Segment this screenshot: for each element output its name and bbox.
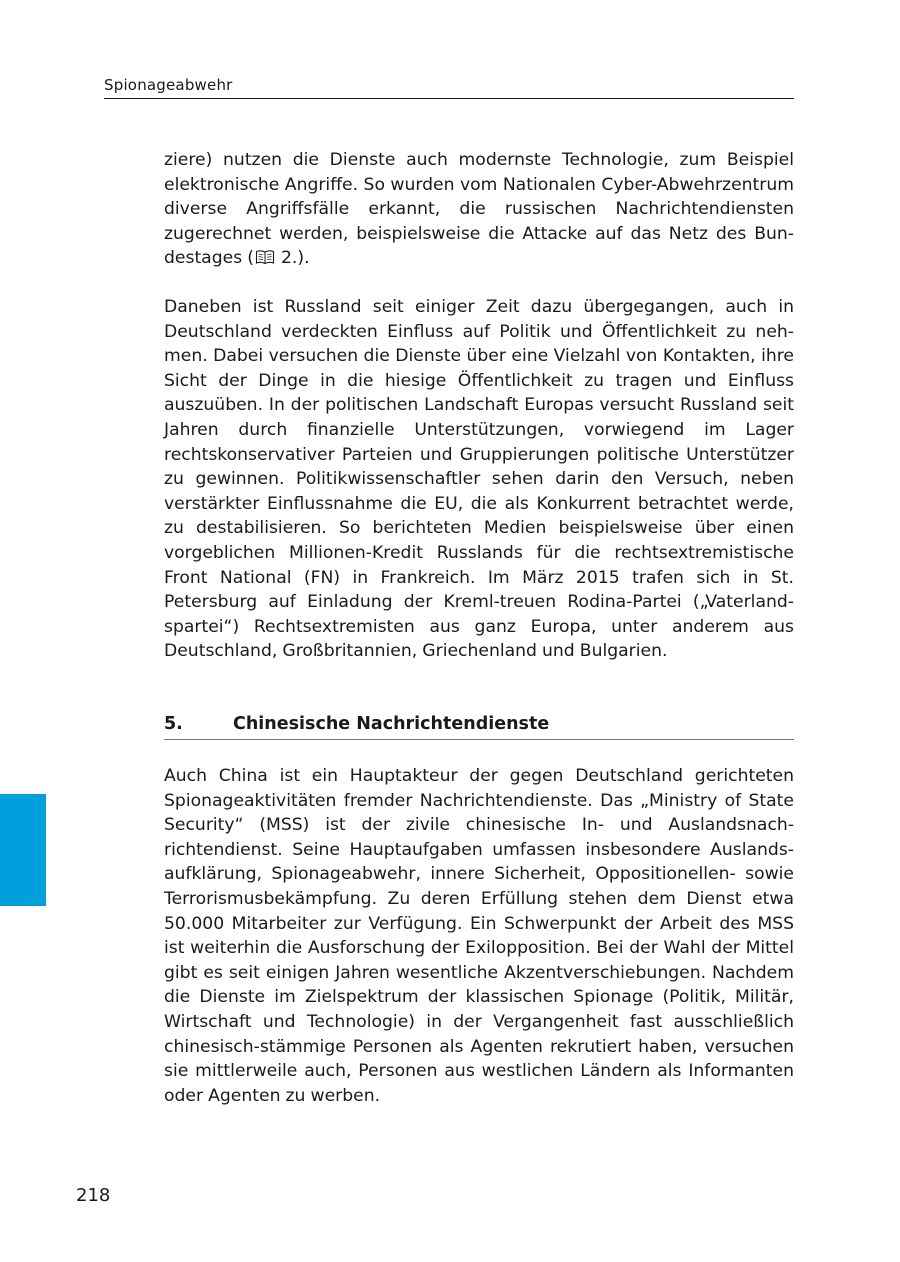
paragraph-1-text-a: ziere) nutzen die Dienste auch modernste Technologie, zum Beispiel elektronische Angriffe. So wurden vom Nationalen Cyber-Abwehrzentrum diverse Angriffsfälle erkannt, die russischen Nachrichtendiensten zugerechnet werden, beispielsweise die Attacke auf das Netz des Bundestages ( bbox=[164, 150, 794, 269]
section-rule bbox=[164, 739, 794, 740]
section-title: Chinesische Nachrichtendienste bbox=[233, 714, 550, 734]
paragraph-2: Daneben ist Russland seit einiger Zeit dazu übergegangen, auch in Deutschland verdeckten Einfluss auf Politik und Öffentlichkeit zu nehmen. Dabei versuchen die Dienste über eine Vielzahl von Kontakten, ihre Sicht der Dinge in die hiesige Öffentlichkeit zu tragen und Einfluss auszuüben. In der politischen Landschaft Europas versucht Russland seit Jahren durch finanzielle Unterstützungen, vorwiegend im Lager rechtskonservativer Parteien und Gruppierungen politische Unterstützer zu gewinnen. Politikwissenschaftler sehen darin den Versuch, neben verstärkter Einflussnahme die EU, die als Konkurrent betrachtet werde, zu destabilisieren. So berichteten Medien beispielsweise über einen vorgeblichen Millionen-Kredit Russlands für die rechtsextremistische Front National (FN) in Frankreich. Im März 2015 trafen sich in St. Petersburg auf Einladung der Kreml-treuen Rodina-Partei („Vaterlandspartei“) Rechtsextremisten aus ganz Europa, unter anderem aus Deutschland, Großbritannien, Griechenland und Bulgarien. bbox=[164, 297, 794, 662]
page-number: 218 bbox=[76, 1185, 111, 1206]
paragraph-1 bbox=[164, 148, 794, 273]
running-head: Spionageabwehr bbox=[104, 76, 233, 94]
paragraph-1-text-b: 2.). bbox=[275, 248, 310, 269]
section-number: 5. bbox=[164, 714, 183, 734]
book-icon bbox=[255, 248, 275, 273]
header-rule bbox=[104, 98, 794, 99]
chapter-thumb-tab bbox=[0, 794, 46, 906]
section-heading bbox=[164, 714, 794, 738]
paragraph-3: Auch China ist ein Hauptakteur der gegen Deutschland gerichteten Spionageaktivitäten fremder Nachrichtendienste. Das „Ministry of State Security“ (MSS) ist der zivile chinesische In- und Auslandsnachrichtendienst. Seine Hauptaufgaben umfassen insbesondere Auslandsaufklärung, Spionageabwehr, innere Sicherheit, Oppositionellen- sowie Terrorismusbekämpfung. Zu deren Erfüllung stehen dem Dienst etwa 50.000 Mitarbeiter zur Verfügung. Ein Schwerpunkt der Arbeit des MSS ist weiterhin die Ausforschung der Exilopposition. Bei der Wahl der Mittel gibt es seit einigen Jahren wesentliche Akzentverschiebungen. Nachdem die Dienste im Zielspektrum der klassischen Spionage (Politik, Militär, Wirtschaft und Technologie) in der Vergangenheit fast ausschließlich chinesisch-stämmige Personen als Agenten rekrutiert haben, versuchen sie mittlerweile auch, Personen aus westlichen Ländern als Informanten oder Agenten zu werben. bbox=[164, 766, 794, 1106]
